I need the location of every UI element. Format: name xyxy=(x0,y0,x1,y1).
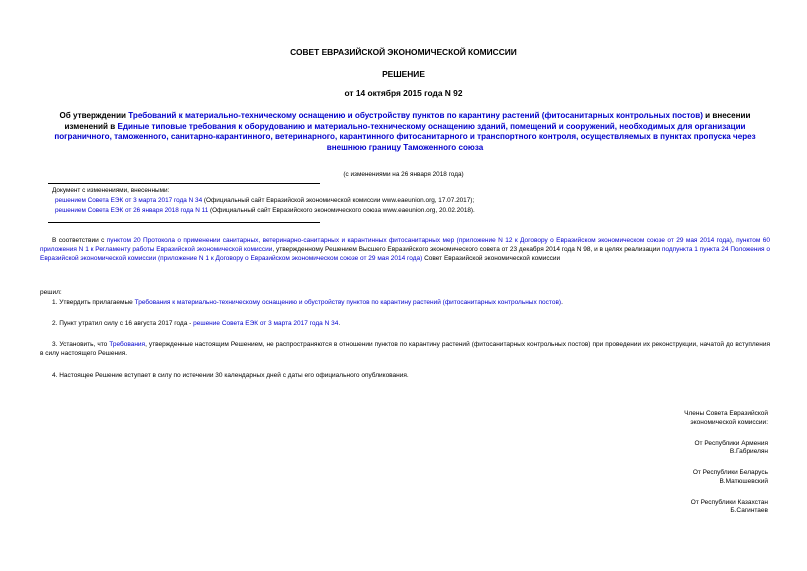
preamble-link-statute[interactable]: подпункта 1 пункта 24 Положения о Евразийской экономической комиссии (приложение N 1 к Договору о Евразийском экономическом союзе от 29 мая 2014 года) xyxy=(40,245,770,262)
signature-country: От Республики Беларусь xyxy=(692,469,768,477)
members-heading xyxy=(600,410,768,428)
preamble-paragraph xyxy=(40,237,770,263)
signature-name: В.Габриелян xyxy=(729,448,768,456)
document-type-heading: РЕШЕНИЕ xyxy=(382,69,425,79)
paragraph-1-link[interactable]: Требования к материально-техническому оснащению и обустройству пунктов по карантину растений (фитосанитарных контрольных постов) xyxy=(134,299,562,306)
change-item xyxy=(55,196,752,206)
paragraph-3-link[interactable]: Требования xyxy=(109,341,146,348)
changes-top-divider xyxy=(48,183,320,184)
paragraph-text: 3. Установить, что xyxy=(52,341,110,348)
paragraph-1 xyxy=(40,299,770,308)
signature-belarus xyxy=(600,469,768,487)
paragraph-2-link[interactable]: решение Совета ЕЭК от 3 марта 2017 года N 34 xyxy=(193,320,339,327)
changes-bottom-divider xyxy=(48,222,320,223)
preamble-text: , утвержденному Решением Высшего Евразийского экономического совета от 23 декабря 2014 года N 98, и в целях реализации xyxy=(272,245,662,253)
organization-heading: СОВЕТ ЕВРАЗИЙСКОЙ ЭКОНОМИЧЕСКОЙ КОМИССИИ xyxy=(290,47,517,57)
changes-note: (с изменениями на 26 января 2018 года) xyxy=(343,171,464,178)
decided-label: решил: xyxy=(40,289,62,296)
paragraph-text: . xyxy=(338,320,341,327)
changes-list xyxy=(52,186,752,216)
change-link[interactable]: решением Совета ЕЭК от 3 марта 2017 года N 34 xyxy=(55,196,203,204)
paragraph-text: 1. Утвердить прилагаемые xyxy=(52,299,135,306)
signature-name: Б.Сагинтаев xyxy=(730,507,768,515)
change-source: (Официальный сайт Евразийской экономической комиссии www.eaeunion.org, 17.07.2017); xyxy=(202,196,475,204)
title-text-1: Об утверждении xyxy=(59,111,129,120)
paragraph-text: 2. Пункт утратил силу с 16 августа 2017 года - xyxy=(52,320,194,327)
changes-heading: Документ с изменениями, внесенными: xyxy=(52,187,170,194)
members-heading-line: Члены Совета Евразийской xyxy=(684,410,768,417)
document-title xyxy=(44,111,766,154)
change-source: (Официальный сайт Евразийского экономического союза www.eaeunion.org, 20.02.2018). xyxy=(208,206,475,214)
document-date-number: от 14 октября 2015 года N 92 xyxy=(344,88,463,98)
preamble-link-protocol[interactable]: пунктом 20 Протокола о применении санитарных, ветеринарно-санитарных и карантинных фитосанитарных мер (приложение N 12 к Договору о Евразийском экономическом союзе от 29 мая 2014 года) xyxy=(106,237,732,244)
preamble-text: В соответствии с xyxy=(52,237,107,244)
signature-armenia xyxy=(600,440,768,458)
change-item xyxy=(55,206,752,216)
signature-country: От Республики Армения xyxy=(694,439,768,447)
members-heading-line: экономической комиссии: xyxy=(690,418,768,426)
preamble-link-regulation[interactable]: пунктом 60 приложения N 1 к Регламенту работы Евразийской экономической комиссии xyxy=(40,237,770,253)
signatures-block xyxy=(600,410,768,516)
paragraph-3 xyxy=(40,341,770,359)
title-text-2: и внесении изменений в xyxy=(64,111,751,131)
change-link[interactable]: решением Совета ЕЭК от 26 января 2018 года N 11 xyxy=(55,206,209,214)
signature-kazakhstan xyxy=(600,499,768,517)
paragraph-text: . xyxy=(561,299,563,306)
signature-name: В.Матюшевский xyxy=(719,477,768,485)
paragraph-text: , утвержденные настоящим Решением, не распространяются в отношении пунктов по карантину растений (фитосанитарных контрольных постов) при проведении их реконструкции, начатой до вступления в силу настоящего Решения. xyxy=(40,341,770,357)
paragraph-2 xyxy=(40,320,770,329)
preamble-text: , xyxy=(731,237,737,244)
signature-country: От Республики Казахстан xyxy=(690,498,768,506)
paragraph-4: 4. Настоящее Решение вступает в силу по истечении 30 календарных дней с даты его официального опубликования. xyxy=(52,372,409,379)
title-link-unified-requirements[interactable]: Единые типовые требования к оборудованию и материально-техническому оснащению зданий, помещений и сооружений, необходимых для организации пограничного, таможенного, санитарно-карантинного, ветеринарного, карантинного фитосанитарного и транспортного контроля, осуществляемых в пунктах пропуска через внешнюю границу Таможенного союза xyxy=(54,121,756,153)
preamble-text: Совет Евразийской экономической комиссии xyxy=(422,254,561,262)
title-link-requirements[interactable]: Требований к материально-техническому оснащению и обустройству пунктов по карантину растений (фитосанитарных контрольных постов) xyxy=(128,111,703,120)
